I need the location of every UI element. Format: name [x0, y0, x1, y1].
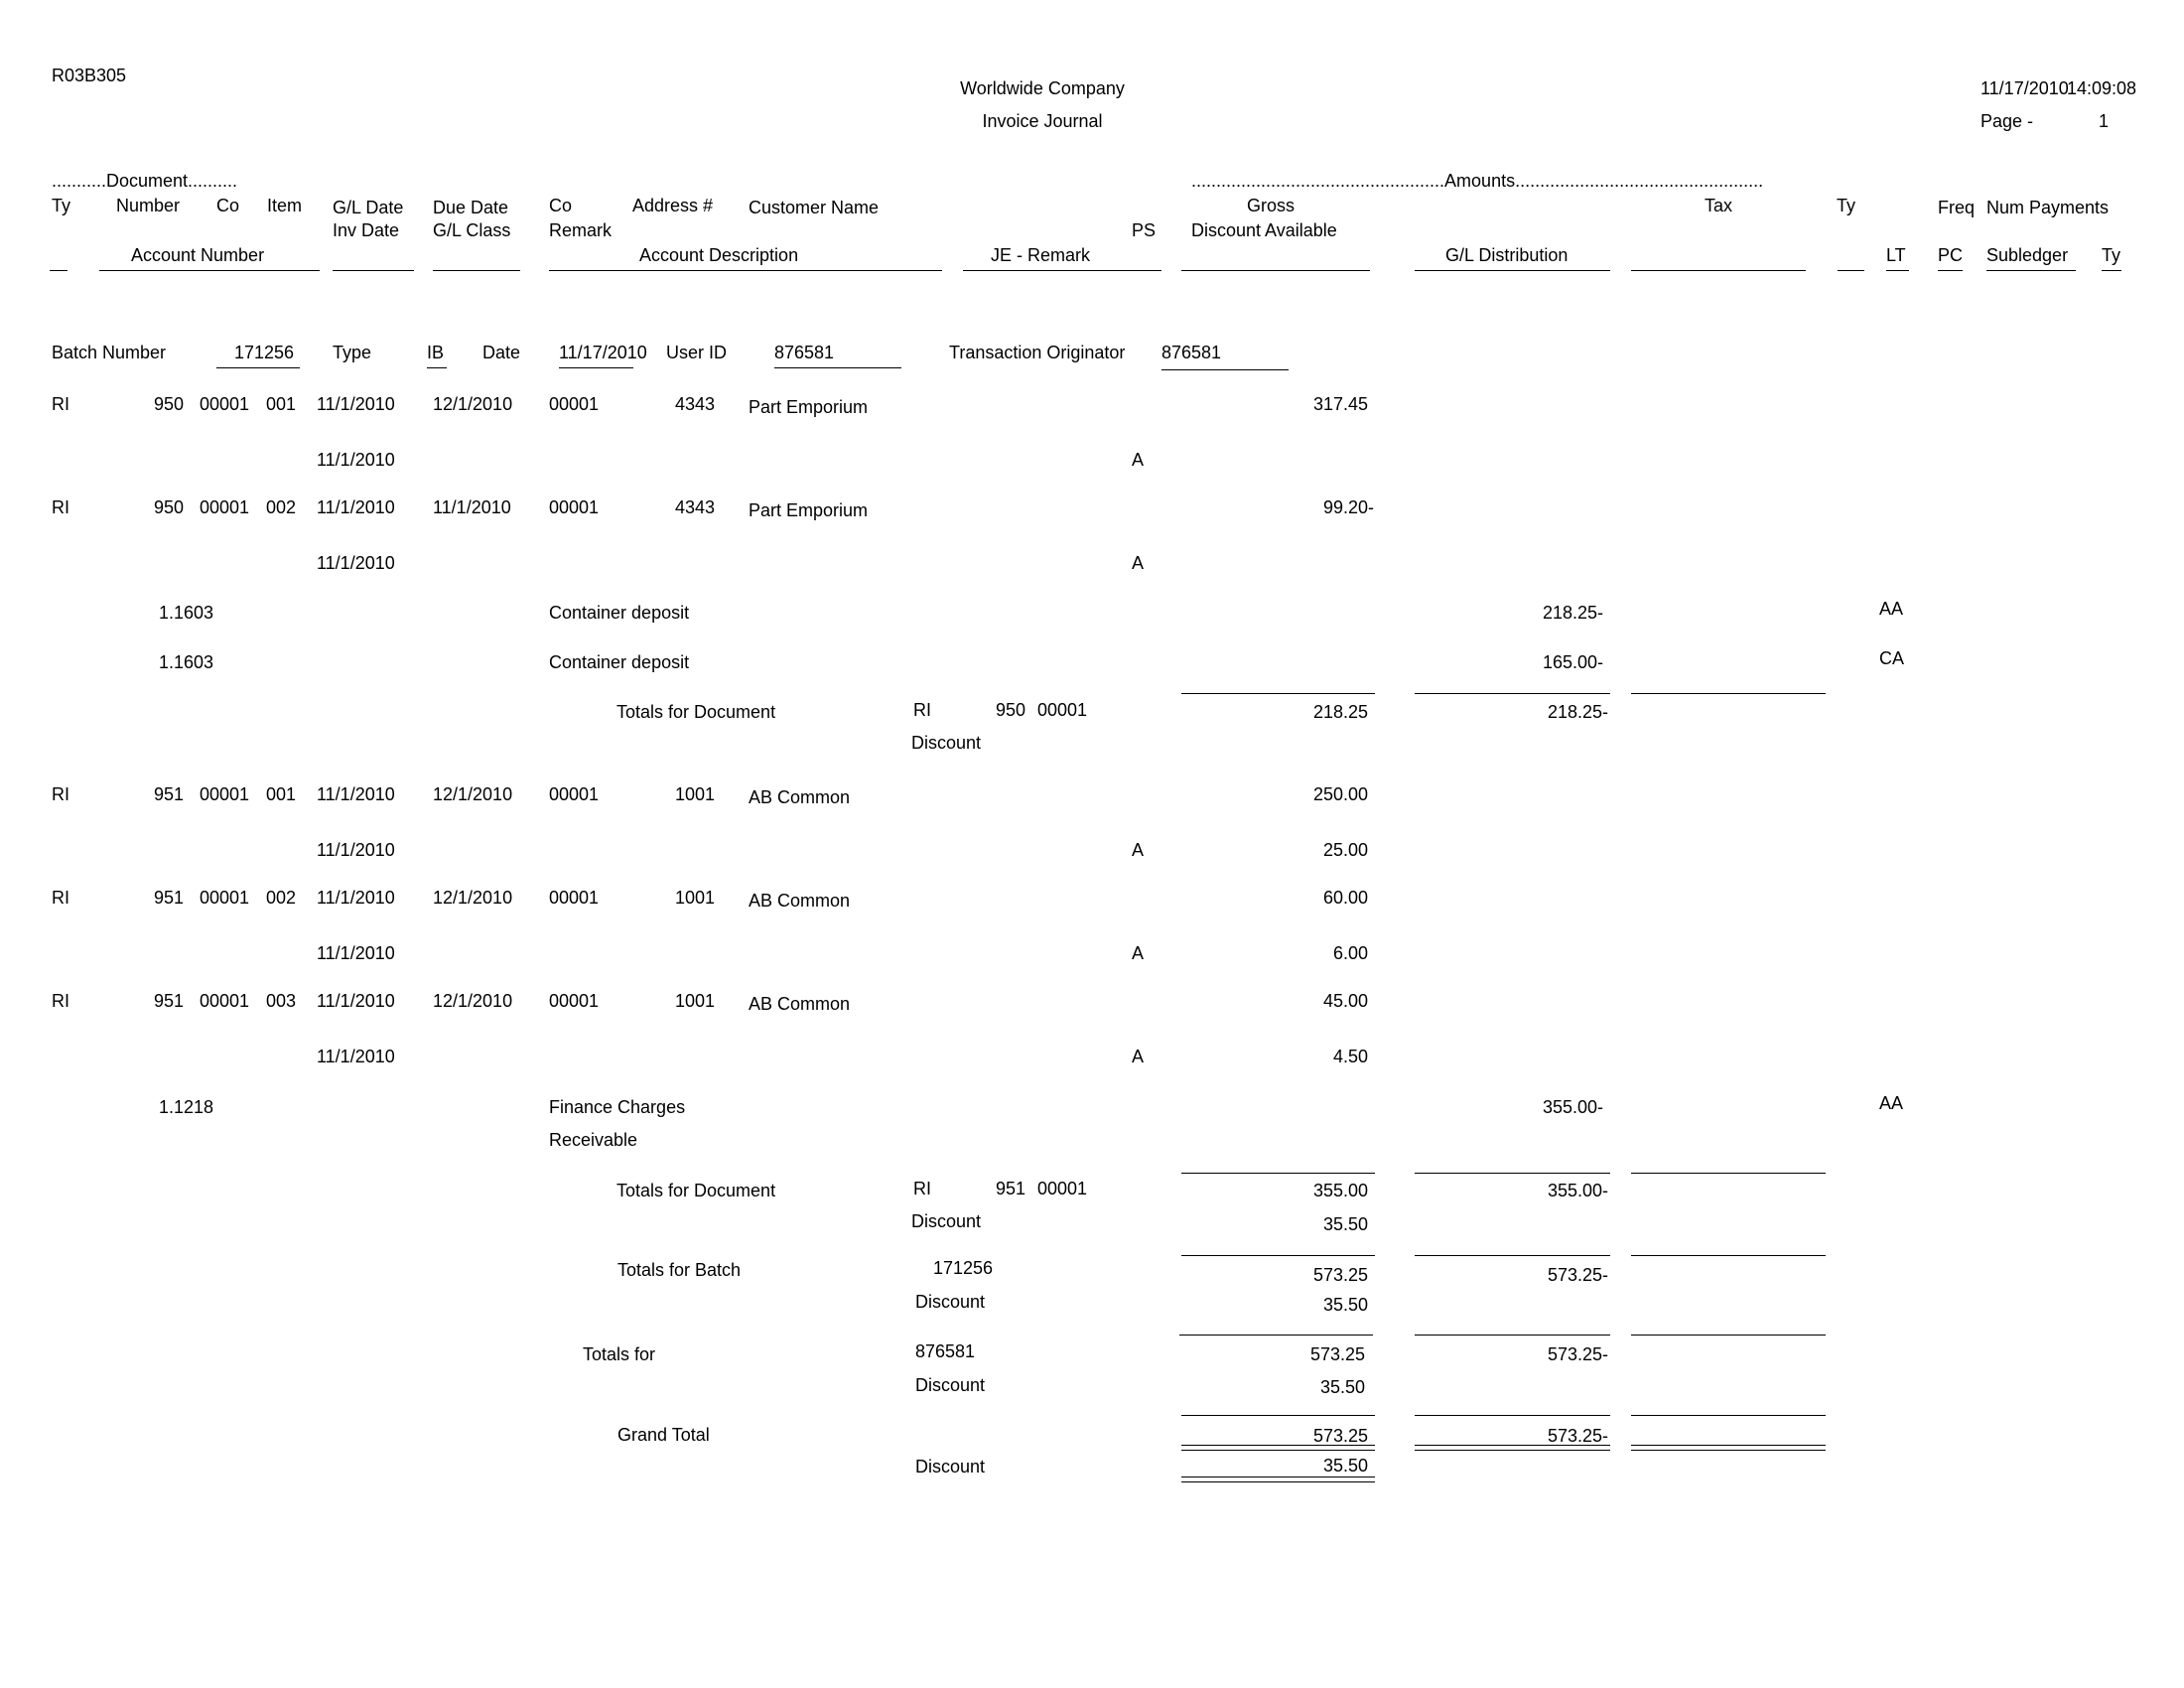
heading-underline	[99, 270, 320, 271]
col-number: Number	[116, 196, 181, 215]
line-inv-date: 11/1/2010	[317, 553, 395, 573]
total-rule	[1415, 1335, 1610, 1336]
heading-underline	[1181, 270, 1370, 271]
line-due-date: 12/1/2010	[433, 394, 513, 414]
doc-total-distribution: 355.00-	[1547, 1181, 1608, 1200]
line-inv-date: 11/1/2010	[317, 450, 395, 470]
user-total-discount-label: Discount	[915, 1375, 986, 1395]
col-ty3: Ty	[2102, 245, 2121, 265]
report-time: 14:09:08	[2067, 78, 2137, 98]
doc-total-discount-label: Discount	[911, 733, 982, 753]
col-remark: Remark	[549, 220, 613, 240]
line-discount: 6.00	[1332, 943, 1368, 963]
line-customer-name: Part Emporium	[749, 397, 869, 417]
total-rule	[1631, 1255, 1826, 1256]
col-gl-date: G/L Date	[333, 198, 404, 217]
batch-total-discount-label: Discount	[915, 1292, 986, 1312]
line-co: 00001	[200, 394, 250, 414]
distribution-line	[0, 1093, 2184, 1156]
col-num-payments: Num Payments	[1986, 198, 2110, 217]
col-freq: Freq	[1938, 198, 1976, 217]
line-due-date: 11/1/2010	[433, 497, 511, 517]
page-label: Page -	[1980, 111, 2034, 131]
company-name: Worldwide Company	[960, 78, 1125, 98]
report-date: 11/17/2010	[1980, 78, 2069, 98]
line-number: 951	[153, 991, 184, 1011]
col-account-number: Account Number	[131, 245, 265, 265]
heading-underline	[333, 270, 414, 271]
dist-amount: 218.25-	[1542, 603, 1603, 623]
line-address: 1001	[674, 888, 715, 908]
batch-type-underline	[427, 367, 447, 368]
line-number: 951	[153, 888, 184, 908]
line-co2: 00001	[549, 888, 600, 908]
batch-total-batch: 171256	[933, 1258, 994, 1278]
double-rule	[1181, 1477, 1375, 1482]
heading-underline	[433, 270, 520, 271]
dist-description: Finance Charges	[549, 1097, 686, 1117]
heading-underline	[1938, 270, 1963, 271]
line-item: 002	[266, 497, 297, 517]
line-due-date: 12/1/2010	[433, 991, 513, 1011]
heading-underline	[1631, 270, 1806, 271]
invoice-line	[0, 783, 2184, 823]
line-gl-date: 11/1/2010	[317, 991, 395, 1011]
col-gl-distribution: G/L Distribution	[1445, 245, 1569, 265]
line-discount: 25.00	[1322, 840, 1368, 860]
heading-underline	[2102, 270, 2121, 271]
invoice-subline	[0, 942, 2184, 982]
invoice-subline	[0, 839, 2184, 879]
batch-total-label: Totals for Batch	[617, 1260, 742, 1280]
batch-number-label: Batch Number	[52, 343, 167, 362]
line-co2: 00001	[549, 497, 600, 517]
total-rule	[1415, 693, 1610, 694]
total-rule	[1181, 1173, 1375, 1174]
col-item: Item	[267, 196, 303, 215]
user-total-user: 876581	[915, 1341, 976, 1361]
batch-date: 11/17/2010	[559, 343, 647, 362]
batch-number-underline	[216, 367, 300, 368]
line-co: 00001	[200, 497, 250, 517]
doc-total-co: 00001	[1037, 1179, 1088, 1198]
double-rule	[1631, 1445, 1826, 1451]
line-co2: 00001	[549, 784, 600, 804]
line-address: 4343	[674, 394, 715, 414]
col-gl-class: G/L Class	[433, 220, 511, 240]
line-ty: RI	[52, 497, 69, 517]
total-rule	[1631, 1415, 1826, 1416]
line-customer-name: AB Common	[749, 891, 851, 911]
user-total-distribution: 573.25-	[1547, 1344, 1608, 1364]
doc-total-gross: 355.00	[1312, 1181, 1368, 1200]
doc-total-number: 951	[996, 1179, 1026, 1198]
line-item: 001	[266, 394, 297, 414]
total-rule	[1181, 693, 1375, 694]
total-rule	[1179, 1335, 1373, 1336]
grand-total-discount: 35.50	[1322, 1456, 1368, 1476]
batch-date-label: Date	[482, 343, 521, 362]
dist-description: Container deposit	[549, 603, 690, 623]
user-total-label: Totals for	[583, 1344, 656, 1364]
line-gross: 317.45	[1312, 394, 1368, 414]
line-gl-date: 11/1/2010	[317, 394, 395, 414]
line-ty: RI	[52, 991, 69, 1011]
total-rule	[1415, 1255, 1610, 1256]
dist-lt: CA	[1879, 648, 1905, 668]
line-gl-date: 11/1/2010	[317, 497, 395, 517]
originator-underline	[1161, 369, 1289, 370]
col-pc: PC	[1938, 245, 1964, 265]
line-item: 002	[266, 888, 297, 908]
line-inv-date: 11/1/2010	[317, 943, 395, 963]
heading-underline	[1986, 270, 2076, 271]
line-discount: 4.50	[1332, 1047, 1368, 1066]
invoice-line	[0, 887, 2184, 926]
doc-total-gross: 218.25	[1312, 702, 1368, 722]
doc-total-discount: 35.50	[1322, 1214, 1368, 1234]
dist-account: 1.1218	[159, 1097, 214, 1117]
col-subledger: Subledger	[1986, 245, 2069, 265]
amounts-group-heading: ...................................................Amounts..................................................	[1191, 171, 1764, 191]
col-address: Address #	[632, 196, 714, 215]
doc-total-ty: RI	[913, 1179, 931, 1198]
total-rule	[1631, 1335, 1826, 1336]
col-discount-available: Discount Available	[1191, 220, 1337, 240]
col-due-date: Due Date	[433, 198, 509, 217]
dist-amount: 165.00-	[1542, 652, 1603, 672]
line-ty: RI	[52, 888, 69, 908]
user-total-gross: 573.25	[1309, 1344, 1365, 1364]
grand-total-label: Grand Total	[617, 1425, 710, 1445]
line-gross: 60.00	[1322, 888, 1368, 908]
col-gross: Gross	[1246, 196, 1295, 215]
invoice-subline	[0, 1046, 2184, 1085]
line-gross: 250.00	[1312, 784, 1368, 804]
dist-account: 1.1603	[159, 652, 214, 672]
line-ps: A	[1132, 553, 1145, 573]
batch-total-discount: 35.50	[1322, 1295, 1368, 1315]
user-id-label: User ID	[666, 343, 728, 362]
heading-underline	[50, 270, 68, 271]
line-customer-name: AB Common	[749, 787, 851, 807]
line-ps: A	[1132, 840, 1145, 860]
doc-total-discount-label: Discount	[911, 1211, 982, 1231]
line-number: 951	[153, 784, 184, 804]
originator: 876581	[1161, 343, 1222, 362]
double-rule	[1181, 1445, 1375, 1451]
heading-underline	[549, 270, 942, 271]
invoice-line	[0, 990, 2184, 1030]
doc-total-co: 00001	[1037, 700, 1088, 720]
double-rule	[1415, 1445, 1610, 1451]
report-title: Invoice Journal	[982, 111, 1103, 131]
line-gross: 45.00	[1322, 991, 1368, 1011]
line-gl-date: 11/1/2010	[317, 888, 395, 908]
col-co2: Co	[549, 196, 573, 215]
line-due-date: 12/1/2010	[433, 888, 513, 908]
line-customer-name: Part Emporium	[749, 500, 869, 520]
dist-account: 1.1603	[159, 603, 214, 623]
col-lt: LT	[1886, 245, 1906, 265]
col-inv-date: Inv Date	[333, 220, 400, 240]
line-number: 950	[153, 497, 184, 517]
total-rule	[1631, 693, 1826, 694]
page-number: 1	[2099, 111, 2110, 131]
invoice-subline	[0, 552, 2184, 592]
heading-underline	[1415, 270, 1610, 271]
total-rule	[1181, 1255, 1375, 1256]
line-due-date: 12/1/2010	[433, 784, 513, 804]
total-rule	[1415, 1415, 1610, 1416]
line-inv-date: 11/1/2010	[317, 840, 395, 860]
line-item: 003	[266, 991, 297, 1011]
grand-total-distribution: 573.25-	[1547, 1426, 1608, 1446]
line-inv-date: 11/1/2010	[317, 1047, 395, 1066]
batch-type-label: Type	[333, 343, 372, 362]
dist-amount: 355.00-	[1542, 1097, 1603, 1117]
grand-total-discount-label: Discount	[915, 1457, 986, 1477]
line-ps: A	[1132, 943, 1145, 963]
col-account-description: Account Description	[639, 245, 799, 265]
total-rule	[1181, 1415, 1375, 1416]
line-address: 4343	[674, 497, 715, 517]
heading-underline	[1886, 270, 1909, 271]
batch-type: IB	[427, 343, 445, 362]
total-rule	[1631, 1173, 1826, 1174]
col-tax: Tax	[1705, 196, 1733, 215]
invoice-line	[0, 496, 2184, 536]
line-co: 00001	[200, 888, 250, 908]
doc-total-label: Totals for Document	[616, 1181, 776, 1200]
line-address: 1001	[674, 991, 715, 1011]
line-gross: 99.20-	[1322, 497, 1374, 517]
total-rule	[1415, 1173, 1610, 1174]
line-ty: RI	[52, 394, 69, 414]
distribution-line	[0, 648, 2184, 691]
line-ps: A	[1132, 450, 1145, 470]
batch-total-gross: 573.25	[1312, 1265, 1368, 1285]
line-ps: A	[1132, 1047, 1145, 1066]
batch-total-distribution: 573.25-	[1547, 1265, 1608, 1285]
line-item: 001	[266, 784, 297, 804]
originator-label: Transaction Originator	[949, 343, 1126, 362]
dist-description-continued: Receivable	[549, 1130, 638, 1150]
line-co: 00001	[200, 784, 250, 804]
doc-total-label: Totals for Document	[616, 702, 776, 722]
doc-total-ty: RI	[913, 700, 931, 720]
report-id: R03B305	[52, 66, 127, 85]
batch-number: 171256	[234, 343, 295, 362]
col-co: Co	[216, 196, 240, 215]
line-customer-name: AB Common	[749, 994, 851, 1014]
doc-total-distribution: 218.25-	[1547, 702, 1608, 722]
grand-total-gross: 573.25	[1312, 1426, 1368, 1446]
dist-lt: AA	[1879, 1093, 1904, 1113]
col-je-remark: JE - Remark	[991, 245, 1091, 265]
line-co: 00001	[200, 991, 250, 1011]
col-ty2: Ty	[1837, 196, 1856, 215]
heading-underline	[1838, 270, 1864, 271]
user-id-underline	[774, 367, 901, 368]
line-ty: RI	[52, 784, 69, 804]
doc-total-number: 950	[996, 700, 1026, 720]
line-co2: 00001	[549, 394, 600, 414]
line-co2: 00001	[549, 991, 600, 1011]
distribution-line	[0, 599, 2184, 641]
line-number: 950	[153, 394, 184, 414]
col-ty: Ty	[52, 196, 71, 215]
line-gl-date: 11/1/2010	[317, 784, 395, 804]
dist-description: Container deposit	[549, 652, 690, 672]
user-id: 876581	[774, 343, 835, 362]
heading-underline	[963, 270, 1161, 271]
user-total-discount: 35.50	[1319, 1377, 1365, 1397]
invoice-line	[0, 393, 2184, 433]
line-address: 1001	[674, 784, 715, 804]
col-customer-name: Customer Name	[749, 198, 880, 217]
document-group-heading: ...........Document..........	[52, 171, 238, 191]
dist-lt: AA	[1879, 599, 1904, 619]
col-ps: PS	[1132, 220, 1157, 240]
invoice-subline	[0, 449, 2184, 489]
batch-date-underline	[559, 367, 633, 368]
